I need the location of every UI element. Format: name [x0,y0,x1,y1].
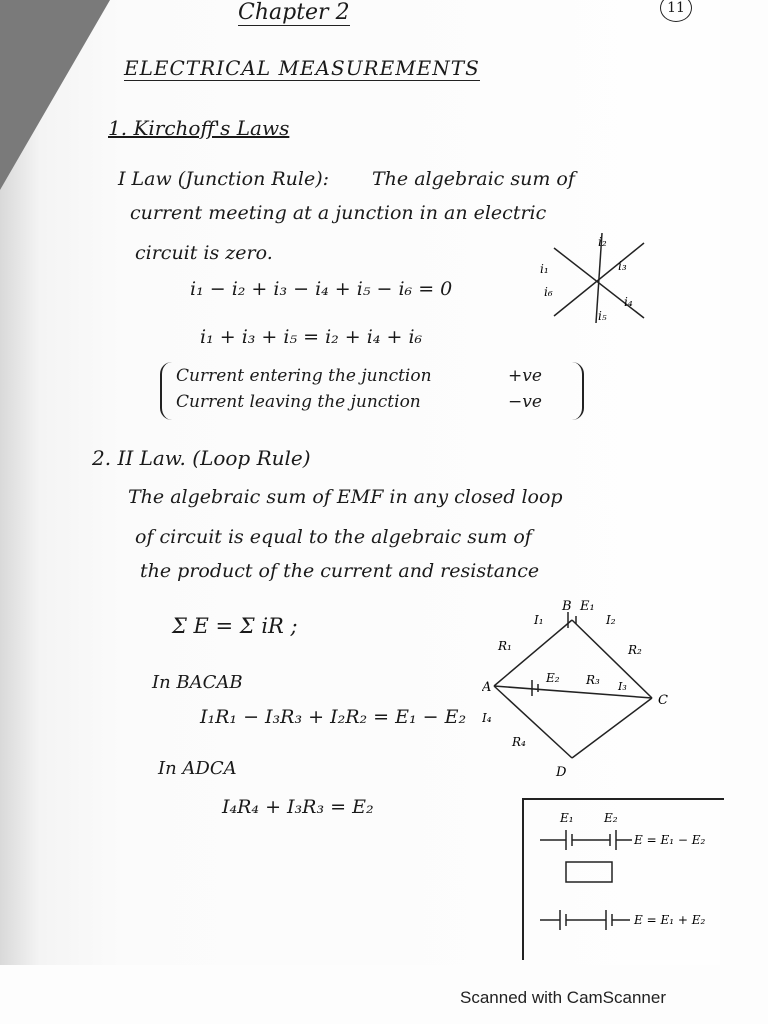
circuit-r4: R₄ [512,735,526,749]
circuit-i2: I₂ [606,613,616,627]
page-title: ELECTRICAL MEASUREMENTS [124,56,480,80]
box-e1: E₁ [560,811,574,825]
equation-junction-2: i₁ + i₃ + i₅ = i₂ + i₄ + i₆ [200,326,423,348]
law1-line2: current meeting at a junction in an electric [130,202,547,224]
circuit-r1: R₁ [498,639,512,653]
sign-entering-value: +ve [508,366,542,386]
law2-line1: The algebraic sum of EMF in any closed loop [128,486,563,508]
junction-diagram [534,228,664,328]
page-number: 11 [660,0,692,22]
law2-line2: of circuit is equal to the algebraic sum of [135,526,532,548]
circuit-r3: R₃ [586,673,600,687]
junction-label-3: i₃ [618,259,627,273]
loop1-label: In BACAB [152,672,243,693]
circuit-node-b: B [562,599,572,614]
junction-label-5: i₅ [598,309,607,323]
cell-combination-box [522,798,724,960]
junction-label-2: i₂ [598,235,607,249]
cell-combination-diagram [526,802,722,958]
sign-leaving-value: −ve [508,392,542,412]
section2-heading: 2. II Law. (Loop Rule) [92,446,311,470]
law1-line1: The algebraic sum of [372,168,575,190]
box-e2: E₂ [604,811,618,825]
circuit-e2: E₂ [546,671,560,685]
circuit-e1: E₁ [580,599,595,614]
loop1-equation: I₁R₁ − I₃R₃ + I₂R₂ = E₁ − E₂ [200,706,467,728]
section1-heading: 1. Kirchoff's Laws [108,116,290,140]
junction-label-6: i₆ [544,285,553,299]
circuit-node-d: D [556,765,567,780]
equation-junction-1: i₁ − i₂ + i₃ − i₄ + i₅ − i₆ = 0 [190,278,453,300]
page-corner-shadow [0,0,110,190]
circuit-r2: R₂ [628,643,642,657]
junction-label-1: i₁ [540,262,549,276]
circuit-node-c: C [658,693,668,708]
equation-loop-rule: Σ E = Σ iR ; [172,614,298,638]
circuit-diagram [482,598,682,788]
law1-line3: circuit is zero. [135,242,273,264]
chapter-heading: Chapter 2 [238,0,350,25]
box-equation-bottom: E = E₁ + E₂ [634,913,706,927]
box-equation-top: E = E₁ − E₂ [634,833,706,847]
scanner-footer: Scanned with CamScanner [460,988,667,1007]
loop2-equation: I₄R₄ + I₃R₃ = E₂ [222,796,374,818]
sign-leaving: Current leaving the junction [176,392,421,412]
circuit-i4: I₄ [482,711,492,725]
law2-line3: the product of the current and resistance [140,560,540,582]
circuit-i3: I₃ [618,680,627,693]
circuit-i1: I₁ [534,613,544,627]
sign-convention-block [160,362,584,420]
circuit-node-a: A [482,680,492,695]
law1-title: I Law (Junction Rule): [118,168,330,190]
junction-label-4: i₄ [624,295,633,309]
loop2-label: In ADCA [158,758,237,779]
sign-entering: Current entering the junction [176,366,432,386]
